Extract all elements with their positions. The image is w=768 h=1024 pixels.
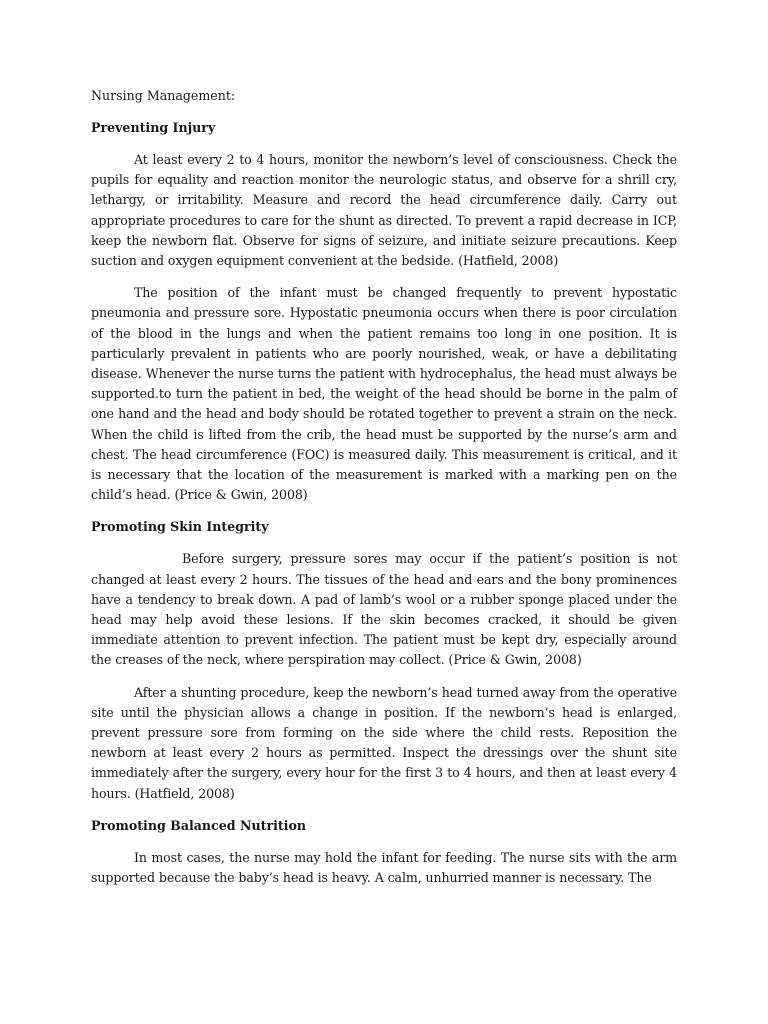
paragraph: At least every 2 to 4 hours, monitor the newborn’s level of consciousness. Check the pupils for equality and reaction monitor the neurologic status, and observe for a shrill cry, lethargy, or irritability. Measure and record the head circumference daily. Carry out appropriate procedures to care for the shunt as directed. To prevent a rapid decrease in ICP, keep the newborn flat. Observe for signs of seizure, and initiate seizure precautions. Keep suction and oxygen equipment convenient at the bedside. (Hatfield, 2008) xyxy=(91,152,677,269)
paragraph: The position of the infant must be changed frequently to prevent hypostatic pneumonia and pressure sore. Hypostatic pneumonia occurs when there is poor circulation of the blood in the lungs and when the patient remains too long in one position. It is particularly prevalent in patients who are poorly nourished, weak, or have a debilitating disease. Whenever the nurse turns the patient with hydrocephalus, the head must always be supported.to turn the patient in bed, the weight of the head should be borne in the palm of one hand and the head and body should be rotated together to prevent a strain on the neck. When the child is lifted from the crib, the head must be supported by the nurse’s arm and chest. The head circumference (FOC) is measured daily. This measurement is critical, and it is necessary that the location of the measurement is marked with a marking pen on the child’s head. (Price & Gwin, 2008) xyxy=(91,285,677,503)
section-heading-promoting-skin-integrity: Promoting Skin Integrity xyxy=(91,519,269,535)
section-heading-promoting-balanced-nutrition: Promoting Balanced Nutrition xyxy=(91,817,307,833)
section-heading-preventing-injury: Preventing Injury xyxy=(91,120,216,135)
paragraph: After a shunting procedure, keep the newborn’s head turned away from the operative site until the physician allows a change in position. If the newborn’s head is enlarged, prevent pressure sore from forming on the side where the child rests. Reposition the newborn at least every 2 hours as permitted. Inspect the dressings over the shunt site immediately after the surgery, every hour for the first 3 to 4 hours, and then at least every 4 hours. (Hatfield, 2008) xyxy=(91,684,677,801)
paragraph: In most cases, the nurse may hold the infant for feeding. The nurse sits with the arm supported because the baby’s head is heavy. A calm, unhurried manner is necessary. The xyxy=(91,849,677,886)
document-title: Nursing Management: xyxy=(91,88,236,103)
paragraph: Before surgery, pressure sores may occur if the patient’s position is not changed at least every 2 hours. The tissues of the head and ears and the bony prominences have a tendency to break down. A pad of lamb’s wool or a rubber sponge placed under the head may help avoid these lesions. If the skin becomes cracked, it should be given immediate attention to prevent infection. The patient must be kept dry, especially around the creases of the neck, where perspiration may collect. (Price & Gwin, 2008) xyxy=(91,551,677,668)
document-page xyxy=(91,86,677,900)
